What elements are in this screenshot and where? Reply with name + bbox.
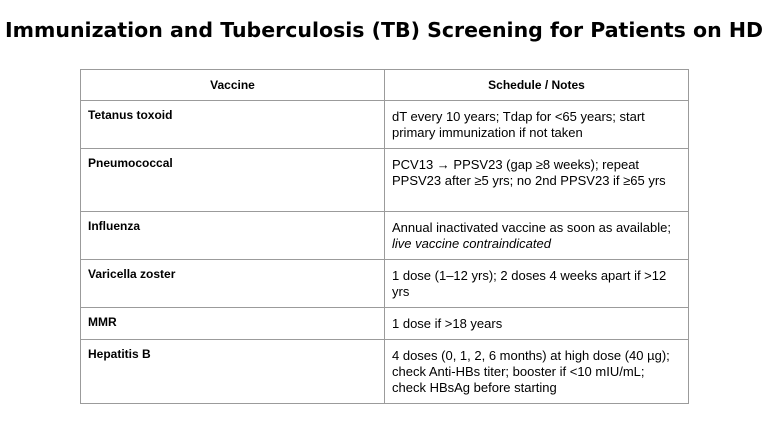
vaccine-schedule-table — [80, 69, 689, 404]
vaccine-name-cell: MMR — [81, 308, 385, 340]
schedule-notes-cell — [385, 212, 689, 260]
slide-title: Immunization and Tuberculosis (TB) Screening for Patients on HD — [5, 18, 763, 42]
notes-text: Annual inactivated vaccine as soon as available; — [392, 220, 671, 235]
schedule-notes-cell: 1 dose (1–12 yrs); 2 doses 4 weeks apart if >12 yrs — [385, 260, 689, 308]
table-row — [81, 308, 689, 340]
schedule-notes-cell: dT every 10 years; Tdap for <65 years; start primary immunization if not taken — [385, 101, 689, 149]
table-row — [81, 149, 689, 212]
table-row — [81, 212, 689, 260]
schedule-notes-cell: 4 doses (0, 1, 2, 6 months) at high dose (40 µg); check Anti-HBs titer; booster if <10 mIU/mL; check HBsAg before starting — [385, 340, 689, 404]
title-area — [0, 0, 768, 60]
vaccine-name-cell: Tetanus toxoid — [81, 101, 385, 149]
table-row — [81, 101, 689, 149]
table-row — [81, 340, 689, 404]
notes-italic-text: live vaccine contraindicated — [392, 236, 551, 251]
vaccine-name-cell: Varicella zoster — [81, 260, 385, 308]
vaccine-name-cell: Hepatitis B — [81, 340, 385, 404]
schedule-notes-cell: PCV13 → PPSV23 (gap ≥8 weeks); repeat PPSV23 after ≥5 yrs; no 2nd PPSV23 if ≥65 yrs — [385, 149, 689, 212]
schedule-notes-cell: 1 dose if >18 years — [385, 308, 689, 340]
vaccine-name-cell: Influenza — [81, 212, 385, 260]
table-header-row — [81, 70, 689, 101]
column-header-vaccine: Vaccine — [81, 70, 385, 101]
column-header-schedule-notes: Schedule / Notes — [385, 70, 689, 101]
table-row — [81, 260, 689, 308]
vaccine-name-cell: Pneumococcal — [81, 149, 385, 212]
